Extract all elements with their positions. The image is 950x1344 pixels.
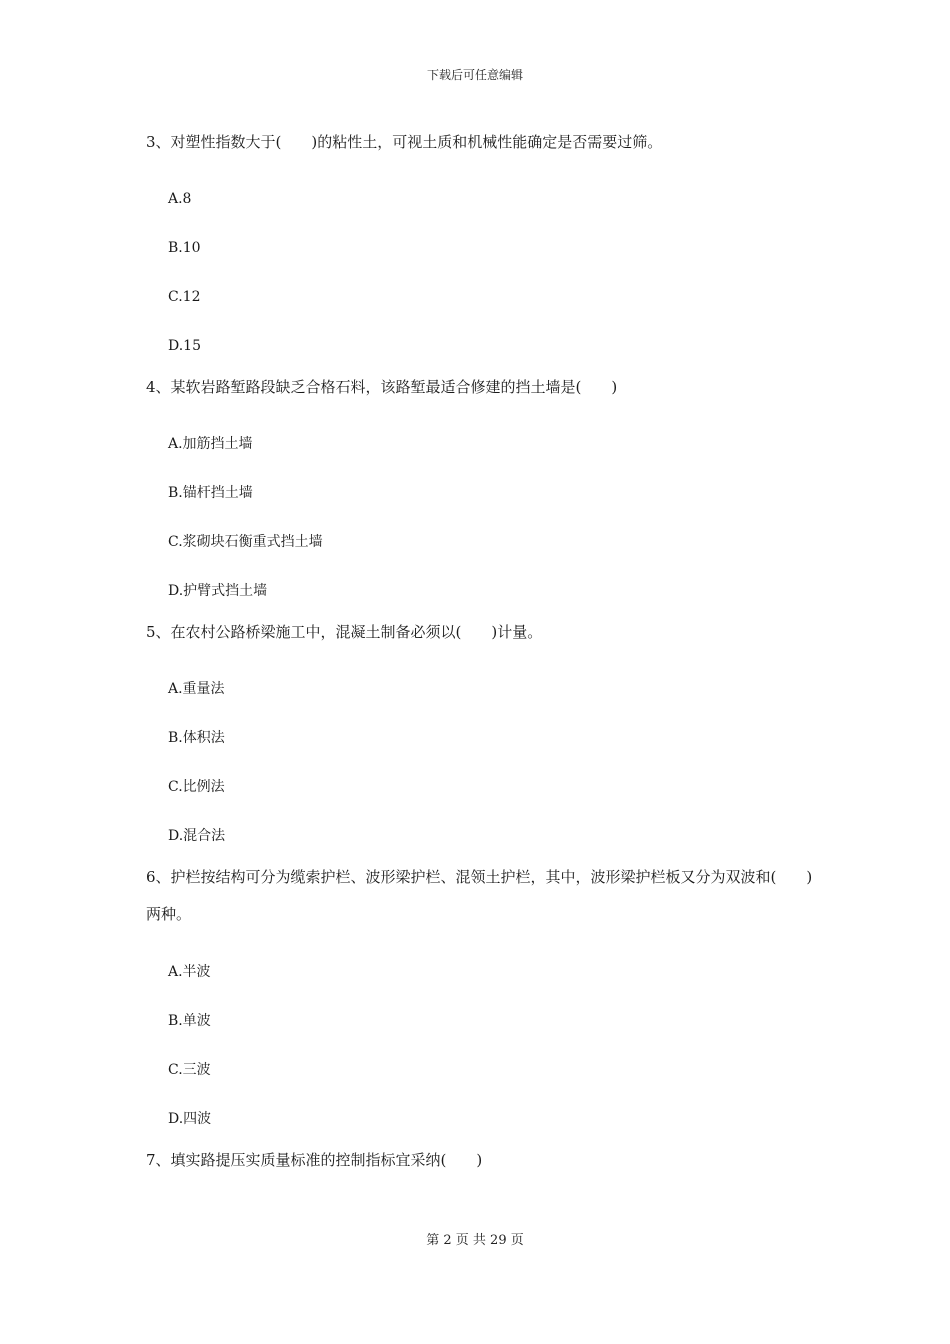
question-4-option-a: A.加筋挡土墙 <box>168 436 253 452</box>
page-footer: 第 2 页 共 29 页 <box>426 1233 524 1248</box>
question-3-option-c: C.12 <box>168 289 201 305</box>
question-5-option-c: C.比例法 <box>168 779 225 795</box>
question-5-option-b: B.体积法 <box>168 730 225 746</box>
question-4: 4、某软岩路堑路段缺乏合格石料，该路堑最适合修建的挡土墙是( ) <box>146 378 618 396</box>
question-4-option-c: C.浆砌块石衡重式挡土墙 <box>168 534 323 550</box>
question-3-option-b: B.10 <box>168 240 201 256</box>
question-3: 3、对塑性指数大于( )的粘性土，可视土质和机械性能确定是否需要过筛。 <box>146 133 663 151</box>
question-5-option-a: A.重量法 <box>168 681 225 697</box>
question-5: 5、在农村公路桥梁施工中，混凝土制备必须以( )计量。 <box>146 623 543 641</box>
question-6-option-a: A.半波 <box>168 964 211 980</box>
question-3-option-a: A.8 <box>168 191 192 207</box>
question-3-option-d: D.15 <box>168 338 201 354</box>
question-6-option-b: B.单波 <box>168 1013 211 1029</box>
question-6-option-c: C.三波 <box>168 1062 211 1078</box>
question-4-option-d: D.护臂式挡土墙 <box>168 583 268 599</box>
page-header: 下载后可任意编辑 <box>426 68 523 82</box>
document-body <box>146 124 816 1178</box>
question-5-option-d: D.混合法 <box>168 828 226 844</box>
question-4-option-b: B.锚杆挡土墙 <box>168 485 253 501</box>
question-6: 6、护栏按结构可分为缆索护栏、波形梁护栏、混领土护栏，其中，波形梁护栏板又分为双波和( )两种。 <box>146 868 813 923</box>
question-6-option-d: D.四波 <box>168 1111 212 1127</box>
question-7: 7、填实路提压实质量标准的控制指标宜采纳( ) <box>146 1151 483 1169</box>
